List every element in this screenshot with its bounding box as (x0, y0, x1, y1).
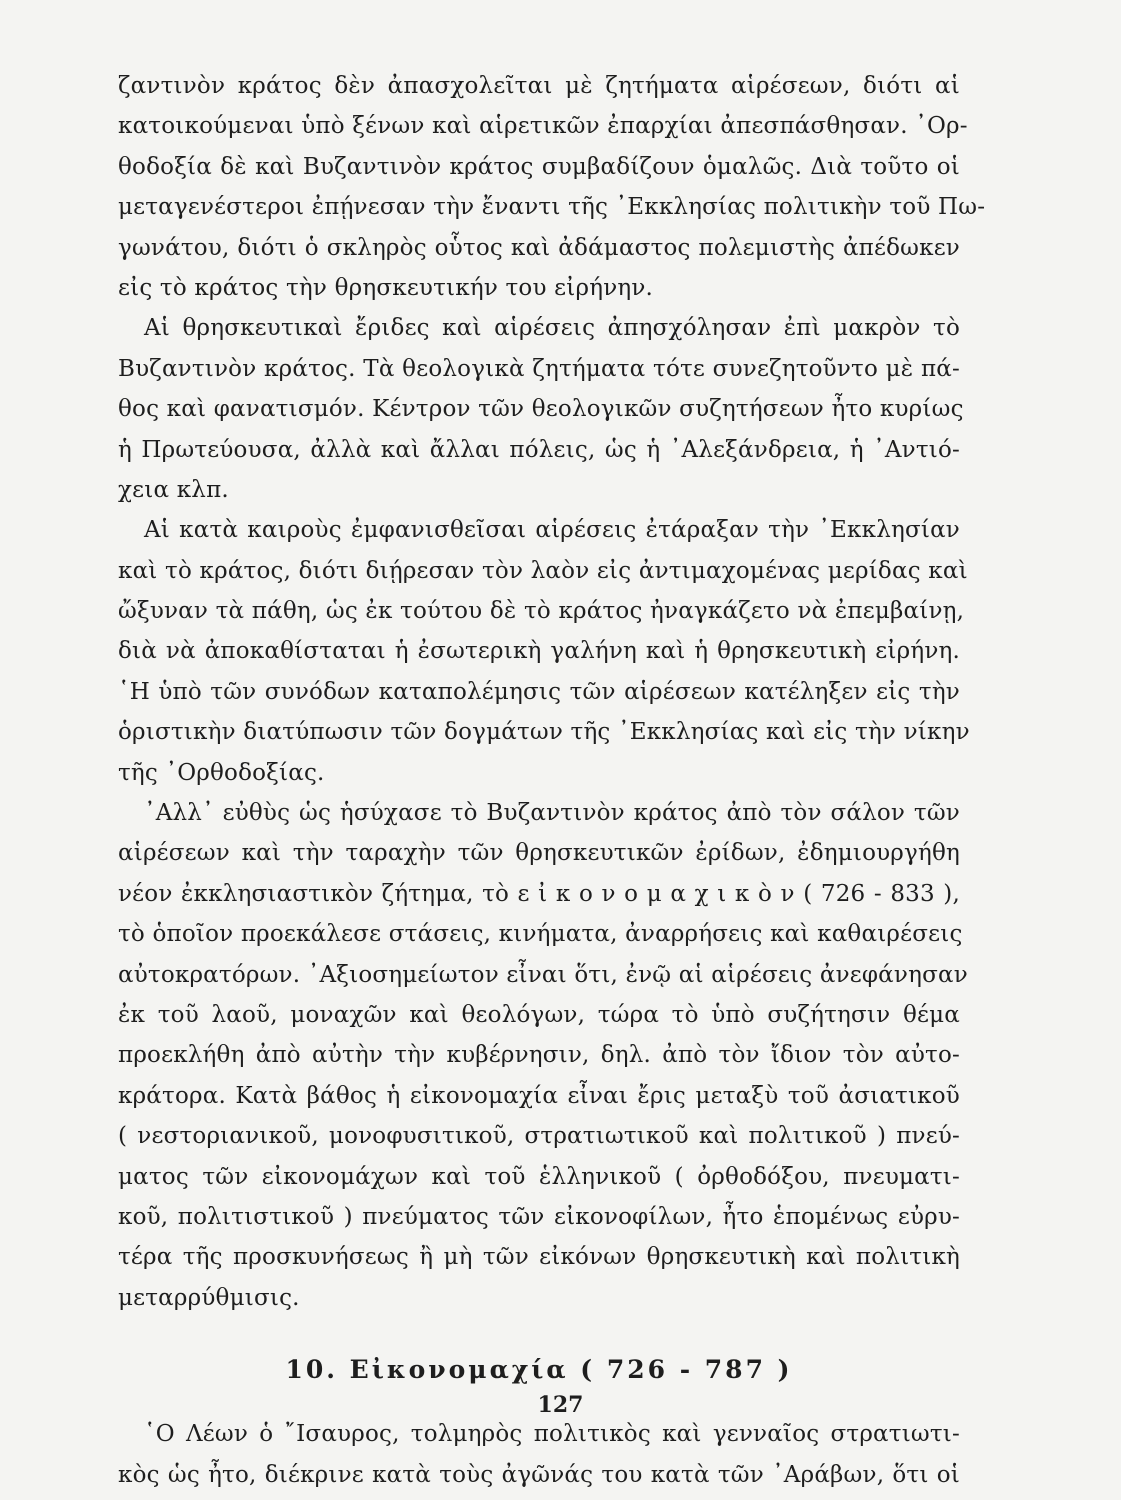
paragraph-4 (118, 793, 968, 1318)
paragraph-3 (118, 510, 970, 793)
text-line: προεκλήθη ἀπὸ αὐτὴν τὴν κυβέρνησιν, δηλ. ἀπὸ τὸν ἴδιον τὸν αὐτο- (118, 1042, 960, 1069)
text-line: ὁριστικὴν διατύπωσιν τῶν δογμάτων τῆς ᾿Εκκλησίας καὶ εἰς τὴν νίκην (118, 719, 970, 746)
text-line: θοδοξία δὲ καὶ Βυζαντινὸν κράτος συμβαδίζουν ὁμαλῶς. Διὰ τοῦτο οἱ (118, 153, 960, 180)
text-line: γωνάτου, διότι ὁ σκληρὸς οὗτος καὶ ἀδάμαστος πολεμιστὴς ἀπέδωκεν (118, 234, 960, 261)
text-line: Αἱ κατὰ καιροὺς ἐμφανισθεῖσαι αἱρέσεις ἐτάραξαν τὴν ᾿Εκκλησίαν (144, 517, 960, 544)
page-body (118, 66, 986, 1495)
text-line: ῾Η ὑπὸ τῶν συνόδων καταπολέμησις τῶν αἱρέσεων κατέληξεν εἰς τὴν (118, 678, 960, 705)
text-line: ματος τῶν εἰκονομάχων καὶ τοῦ ἑλληνικοῦ ( ὀρθοδόξου, πνευματι- (118, 1163, 960, 1190)
page-number: 127 (537, 1392, 584, 1418)
text-line: τῆς ᾿Ορθοδοξίας. (118, 759, 325, 786)
text-line: ᾿Αλλ᾿ εὐθὺς ὡς ἡσύχασε τὸ Βυζαντινὸν κράτος ἀπὸ τὸν σάλον τῶν (144, 800, 960, 827)
text-line: κὸς ὡς ἦτο, διέκρινε κατὰ τοὺς ἀγῶνάς του κατὰ τῶν ᾿Αράβων, ὅτι οἱ (118, 1461, 960, 1488)
text-line: μεταρρύθμισις. (118, 1284, 300, 1311)
text-line: νέον ἐκκλησιαστικὸν ζήτημα, τὸ ε ἰ κ ο ν ο μ α χ ι κ ὸ ν ( 726 - 833 ), (118, 880, 960, 907)
paragraph-2 (118, 308, 964, 510)
text-line: ( νεστοριανικοῦ, μονοφυσιτικοῦ, στρατιωτικοῦ καὶ πολιτικοῦ ) πνεύ- (118, 1123, 960, 1150)
text-line: Αἱ θρησκευτικαὶ ἔριδες καὶ αἱρέσεις ἀπησχόλησαν ἐπὶ μακρὸν τὸ (144, 315, 960, 342)
text-line: ἡ Πρωτεύουσα, ἀλλὰ καὶ ἄλλαι πόλεις, ὡς ἡ ᾿Αλεξάνδρεια, ἡ ᾿Αντιό- (118, 436, 960, 463)
text-line: εἰς τὸ κράτος τὴν θρησκευτικήν του εἰρήνην. (118, 274, 654, 301)
text-line: Βυζαντινὸν κράτος. Τὰ θεολογικὰ ζητήματα τότε συνεζητοῦντο μὲ πά- (118, 355, 960, 382)
text-line: καὶ τὸ κράτος, διότι διῄρεσαν τὸν λαὸν εἰς ἀντιμαχομένας μερίδας καὶ (118, 557, 968, 584)
text-line: θος καὶ φανατισμόν. Κέντρον τῶν θεολογικῶν συζητήσεων ἦτο κυρίως (118, 396, 964, 423)
text-line: τέρα τῆς προσκυνήσεως ἢ μὴ τῶν εἰκόνων θρησκευτικὴ καὶ πολιτικὴ (118, 1244, 960, 1271)
text-line: αὐτοκρατόρων. ᾿Αξιοσημείωτον εἶναι ὅτι, ἐνῷ αἱ αἱρέσεις ἀνεφάνησαν (118, 961, 968, 988)
text-line: τὸ ὁποῖον προεκάλεσε στάσεις, κινήματα, ἀναρρήσεις καὶ καθαιρέσεις (118, 921, 963, 948)
text-line: ἐκ τοῦ λαοῦ, μοναχῶν καὶ θεολόγων, τώρα τὸ ὑπὸ συζήτησιν θέμα (118, 1001, 960, 1028)
text-line: κοῦ, πολιτιστικοῦ ) πνεύματος τῶν εἰκονοφίλων, ἦτο ἑπομένως εὐρυ- (118, 1203, 960, 1230)
text-line: κράτορα. Κατὰ βάθος ἡ εἰκονομαχία εἶναι ἔρις μεταξὺ τοῦ ἀσιατικοῦ (118, 1082, 960, 1109)
text-line: χεια κλπ. (118, 476, 229, 503)
paragraph-1 (118, 66, 986, 308)
text-line: ῾Ο Λέων ὁ ῎Ισαυρος, τολμηρὸς πολιτικὸς καὶ γενναῖος στρατιωτι- (144, 1421, 960, 1448)
text-line: ὤξυναν τὰ πάθη, ὡς ἐκ τούτου δὲ τὸ κράτος ἠναγκάζετο νὰ ἐπεμβαίνῃ, (118, 598, 965, 625)
text-line: διὰ νὰ ἀποκαθίσταται ἡ ἐσωτερικὴ γαλήνη καὶ ἡ θρησκευτικὴ εἰρήνη. (118, 638, 960, 665)
section-heading: 10. Εἰκονομαχία ( 726 - 787 ) (285, 1355, 793, 1385)
paragraph-5 (118, 1414, 960, 1495)
text-line: αἱρέσεων καὶ τὴν ταραχὴν τῶν θρησκευτικῶν ἐρίδων, ἐδημιουργήθη (118, 840, 960, 867)
text-line: ζαντινὸν κράτος δὲν ἀπασχολεῖται μὲ ζητήματα αἱρέσεων, διότι αἱ (118, 73, 960, 99)
text-line: μεταγενέστεροι ἐπῄνεσαν τὴν ἔναντι τῆς ᾿Εκκλησίας πολιτικὴν τοῦ Πω- (118, 194, 986, 221)
text-line: κατοικούμεναι ὑπὸ ξένων καὶ αἱρετικῶν ἐπαρχίαι ἀπεσπάσθησαν. ᾿Ορ- (118, 113, 968, 140)
